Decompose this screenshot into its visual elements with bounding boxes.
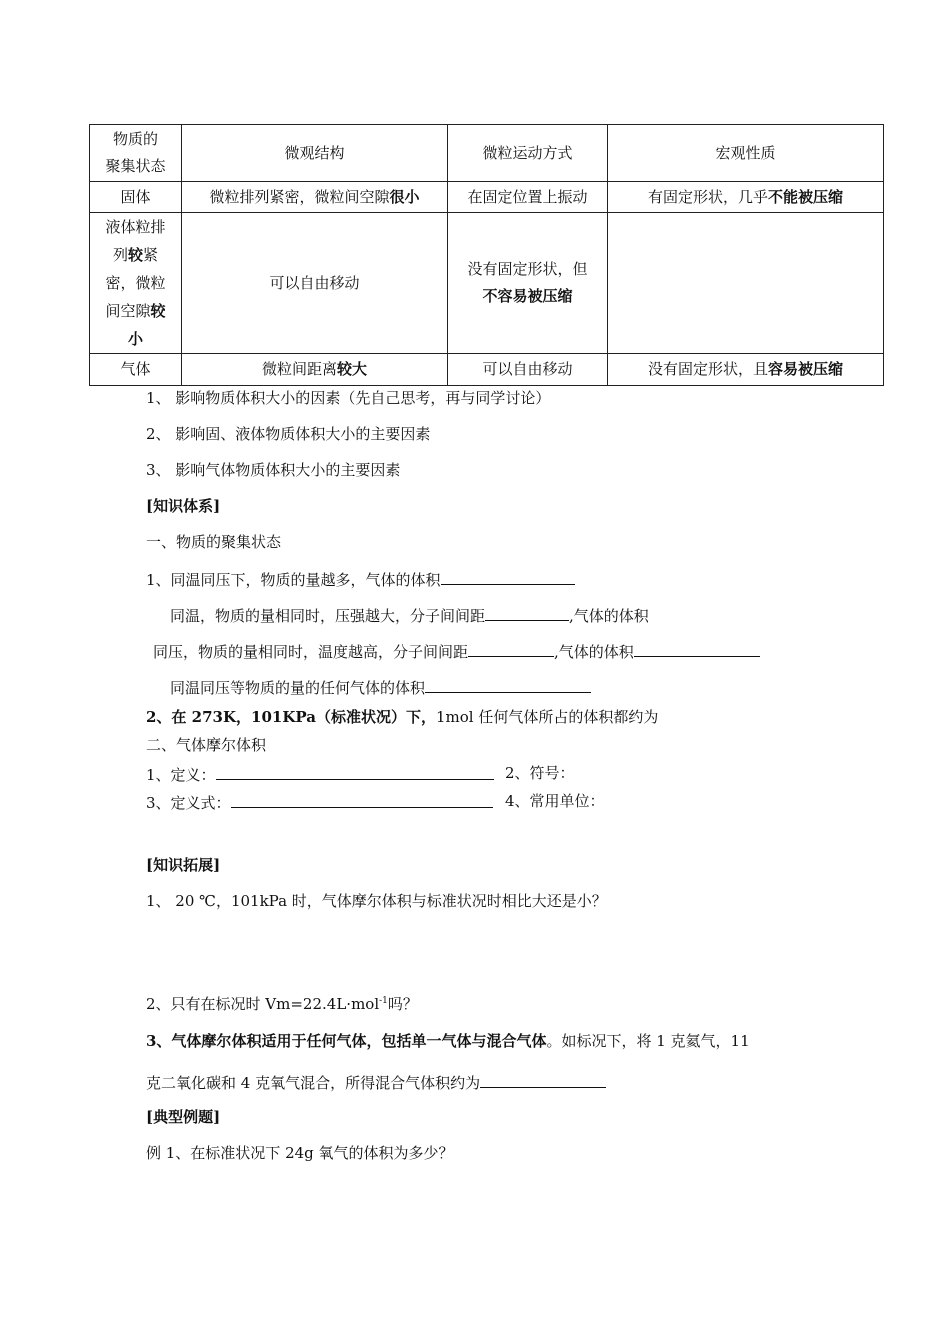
blank-field — [231, 791, 493, 808]
cell-liquid-macro — [608, 213, 884, 354]
blank-field — [480, 1071, 606, 1088]
header-micro-structure: 微观结构 — [182, 125, 448, 182]
unit-label: 4、常用单位： — [505, 792, 605, 810]
question-3: 3、 影响气体物质体积大小的主要因素 — [146, 461, 401, 479]
knowledge-line-1: 1、同温同压下，物质的量越多，气体的体积 — [146, 568, 575, 590]
header-state: 物质的 聚集状态 — [90, 125, 182, 182]
cell-liquid-motion: 没有固定形状，但 不容易被压缩 — [448, 213, 608, 354]
cell-solid-state: 固体 — [90, 182, 182, 213]
knowledge-line-3: 同压，物质的量相同时，温度越高，分子间间距 ,气体的体积 — [153, 640, 760, 662]
cell-liquid-state: 液体粒排 列较紧 密，微粒 间空隙较 小 — [90, 213, 182, 354]
symbol-label: 2、符号： — [505, 764, 575, 782]
cell-solid-macro: 有固定形状，几乎不能被压缩 — [608, 182, 884, 213]
cell-gas-micro: 微粒间距离较大 — [182, 354, 448, 386]
question-2: 2、 影响固、液体物质体积大小的主要因素 — [146, 425, 431, 443]
cell-solid-micro: 微粒排列紧密，微粒间空隙很小 — [182, 182, 448, 213]
cell-gas-macro: 没有固定形状，且容易被压缩 — [608, 354, 884, 386]
section-2-title: 二、气体摩尔体积 — [146, 736, 267, 754]
extension-question-3: 3、气体摩尔体积适用于任何气体，包括单一气体与混合气体。如标况下，将 1 克氦气，11 — [146, 1032, 750, 1050]
table-row-liquid — [90, 213, 884, 354]
states-of-matter-table — [89, 124, 884, 386]
blank-field — [425, 676, 591, 693]
formula-line: 3、定义式： — [146, 791, 493, 813]
knowledge-line-2: 同温，物质的量相同时，压强越大，分子间间距 ,气体的体积 — [170, 604, 649, 626]
header-motion: 微粒运动方式 — [448, 125, 608, 182]
cell-solid-motion: 在固定位置上振动 — [448, 182, 608, 213]
blank-field — [634, 640, 760, 657]
cell-gas-state: 气体 — [90, 354, 182, 386]
extension-question-3-cont: 克二氧化碳和 4 克氧气混合，所得混合气体积约为 — [146, 1071, 606, 1093]
extension-question-1: 1、 20 ℃，101kPa 时，气体摩尔体积与标准状况时相比大还是小？ — [146, 892, 607, 910]
definition-line: 1、定义： — [146, 763, 494, 785]
blank-field — [468, 640, 554, 657]
section-1-title: 一、物质的聚集状态 — [146, 533, 282, 551]
blank-field — [216, 763, 494, 780]
example-1: 例 1、在标准状况下 24g 氧气的体积为多少？ — [146, 1144, 454, 1162]
extension-heading: [知识拓展] — [146, 856, 221, 874]
knowledge-line-4: 同温同压等物质的量的任何气体的体积 — [170, 676, 591, 698]
examples-heading: [典型例题] — [146, 1108, 221, 1126]
cell-gas-motion: 可以自由移动 — [448, 354, 608, 386]
table-row-solid — [90, 182, 884, 213]
cell-liquid-micro: 可以自由移动 — [182, 213, 448, 354]
knowledge-line-5: 2、在 273K，101KPa（标准状况）下，1mol 任何气体所占的体积都约为 — [146, 708, 659, 726]
question-1: 1、 影响物质体积大小的因素（先自己思考，再与同学讨论） — [146, 389, 551, 407]
knowledge-heading: [知识体系] — [146, 497, 221, 515]
table-row-gas — [90, 354, 884, 386]
blank-field — [441, 568, 575, 585]
header-macro: 宏观性质 — [608, 125, 884, 182]
table-header-row — [90, 125, 884, 182]
extension-question-2: 2、只有在标况时 Vm=22.4L·mol$^{-1}$吗？ — [146, 995, 418, 1013]
blank-field — [485, 604, 569, 621]
